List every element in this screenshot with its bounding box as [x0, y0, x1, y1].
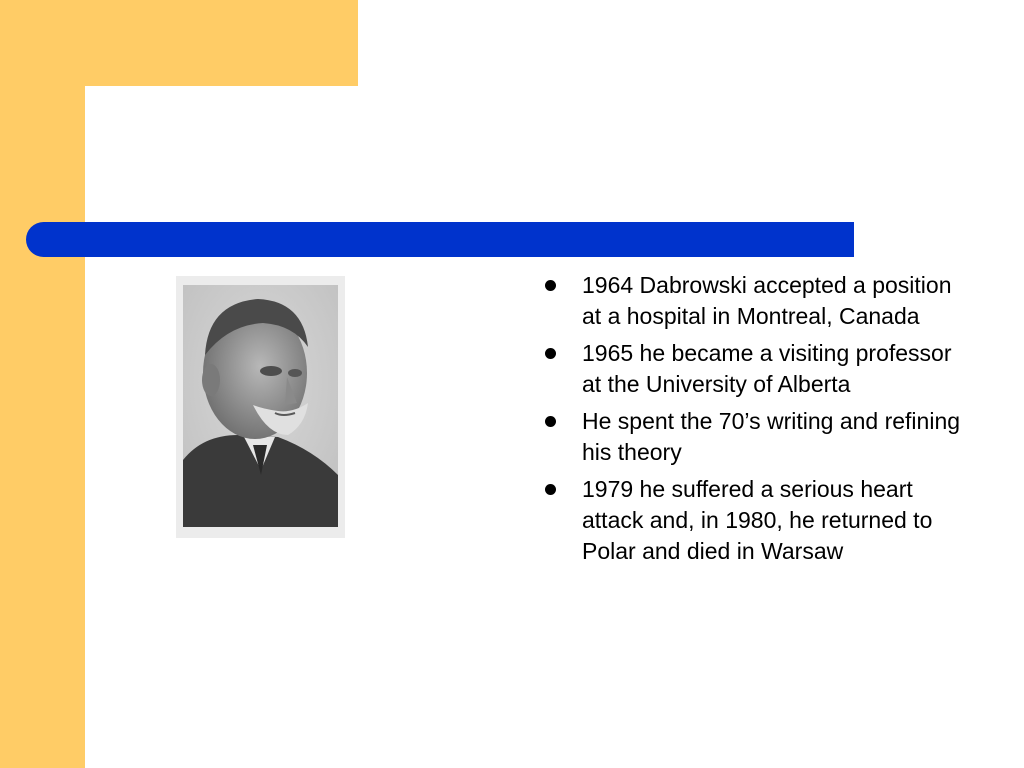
bullet-text: 1965 he became a visiting professor at the University of Alberta	[582, 340, 952, 397]
bullet-dot-icon	[545, 416, 556, 427]
bullet-text: He spent the 70’s writing and refining his theory	[582, 408, 961, 465]
accent-top-band	[0, 0, 358, 86]
bullet-text: 1979 he suffered a serious heart attack and, in 1980, he returned to Polar and died in Warsaw	[582, 476, 933, 564]
title-bar	[26, 222, 854, 257]
bullet-dot-icon	[545, 484, 556, 495]
bullet-text: 1964 Dabrowski accepted a position at a hospital in Montreal, Canada	[582, 272, 952, 329]
portrait-icon	[183, 285, 338, 527]
bullet-item-70s	[545, 406, 965, 468]
bullet-list	[545, 270, 965, 573]
bullet-dot-icon	[545, 348, 556, 359]
bullet-item-1964	[545, 270, 965, 332]
portrait-photo	[176, 276, 345, 538]
bullet-dot-icon	[545, 280, 556, 291]
bullet-item-1979	[545, 474, 965, 567]
accent-left-band	[0, 0, 85, 768]
bullet-item-1965	[545, 338, 965, 400]
